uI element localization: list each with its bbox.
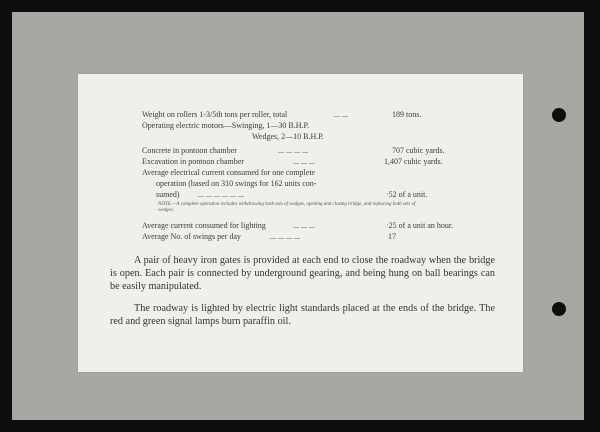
spec-label: sumed) (156, 190, 180, 199)
leader-dots: ... ... ... (293, 221, 315, 230)
spec-value: 189 tons. (392, 110, 422, 119)
spec-value: 1,407 cubic yards. (384, 157, 443, 166)
spec-label: Excavation in pontoon chamber (142, 157, 244, 166)
spec-value: ·52 of a unit. (386, 190, 428, 199)
document-sheet (78, 74, 523, 372)
spec-label: Wedges, 2—10 B.H.P. (252, 132, 324, 141)
spec-row-lighting (78, 220, 523, 231)
paragraph-gates: A pair of heavy iron gates is provided at each end to close the roadway when the bridge is open. Each pair is connected by underground gearing, and being hung on ball bearings can be easily manipulated. (110, 255, 495, 292)
spec-row-excavation (78, 156, 523, 167)
spec-label: Concrete in pontoon chamber (142, 146, 237, 155)
spec-row-concrete (78, 145, 523, 156)
spec-row-wedges (78, 131, 523, 142)
spec-label: Operating electric motors—Swinging, 1—30 B.H.P. (142, 121, 310, 130)
leader-dots: ... ... ... ... (278, 146, 308, 155)
binder-hole-bottom (552, 302, 566, 316)
spec-label: Average No. of swings per day (142, 232, 241, 241)
leader-dots: ... ... ... (293, 157, 315, 166)
spec-row-current-1 (78, 167, 523, 178)
footnote: NOTE.—A complete operation includes withdrawing both sets of wedges, opening and closing bridge, and replacing both sets of wedges. (158, 202, 416, 213)
spec-row-swings (78, 231, 523, 242)
paragraph-lighting: The roadway is lighted by electric light standards placed at the ends of the bridge. The red and green signal lamps burn paraffin oil. (110, 303, 495, 327)
leader-dots: ... ... ... ... ... ... (198, 190, 244, 199)
spec-label: Average electrical current consumed for one complete (142, 168, 316, 177)
spec-row-weight (78, 109, 523, 120)
spec-row-current-3 (78, 189, 523, 200)
spec-label: Weight on rollers 1-3/5th tons per roller, total (142, 110, 288, 119)
leader-dots: ... ... (334, 110, 348, 119)
spec-value: 17 (388, 232, 396, 241)
spec-label: Average current consumed for lighting (142, 221, 266, 230)
binder-hole-top (552, 108, 566, 122)
spec-value: 707 cubic yards. (392, 146, 445, 155)
spec-label: operation (based on 310 swings for 162 units con- (156, 179, 317, 188)
spec-row-current-2 (78, 178, 523, 189)
album-page (12, 12, 584, 420)
spec-value: ·25 of a unit an hour. (386, 221, 454, 230)
leader-dots: ... ... ... ... (270, 232, 300, 241)
spec-row-motors (78, 120, 523, 131)
